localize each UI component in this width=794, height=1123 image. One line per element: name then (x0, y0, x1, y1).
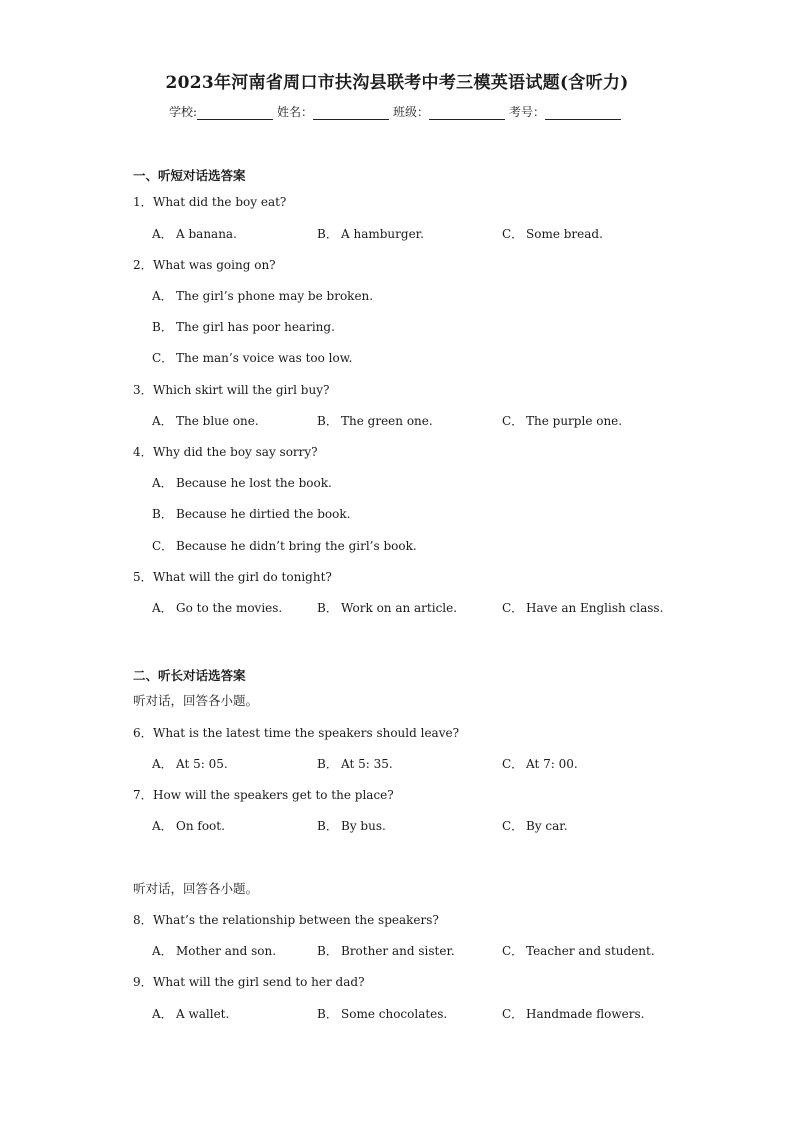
option-text: Work on an article. (341, 601, 458, 615)
school-label: 学校: (168, 105, 197, 119)
option-text: Have an English class. (526, 601, 664, 615)
option-text: On foot. (176, 819, 225, 833)
option-letter: C． (152, 351, 174, 365)
name-blank[interactable] (313, 107, 389, 120)
option-letter: B． (317, 414, 338, 428)
question-text: What is the latest time the speakers should leave? (153, 726, 460, 740)
question-number: 7． (133, 788, 153, 802)
option-letter: B． (317, 227, 338, 241)
option-9a[interactable] (152, 1005, 229, 1022)
option-text: Because he didn’t bring the girl’s book. (176, 539, 417, 553)
option-letter: B． (317, 944, 338, 958)
school-blank[interactable] (197, 107, 273, 120)
question-text: What will the girl send to her dad? (153, 975, 365, 989)
option-text: The purple one. (526, 414, 623, 428)
question-number: 2． (133, 258, 153, 272)
option-3c[interactable] (502, 412, 622, 429)
option-text: The girl has poor hearing. (176, 320, 335, 334)
option-letter: A． (152, 414, 173, 428)
option-5c[interactable] (502, 599, 663, 616)
option-5b[interactable] (317, 599, 457, 616)
question-9 (133, 973, 365, 990)
option-text: The green one. (341, 414, 433, 428)
option-4a[interactable] (152, 474, 332, 491)
question-number: 5． (133, 570, 153, 584)
question-text: What will the girl do tonight? (153, 570, 332, 584)
question-text: Why did the boy say sorry? (153, 445, 318, 459)
option-text: Because he dirtied the book. (176, 507, 351, 521)
option-text: Some bread. (526, 227, 603, 241)
option-7b[interactable] (317, 817, 386, 834)
number-label: 考号： (509, 105, 546, 119)
option-text: Go to the movies. (176, 601, 283, 615)
option-6a[interactable] (152, 755, 228, 772)
option-letter: B． (152, 320, 173, 334)
option-text: At 7: 00. (526, 757, 578, 771)
question-number: 1． (133, 195, 153, 209)
option-text: By car. (526, 819, 568, 833)
option-letter: A． (152, 757, 173, 771)
option-letter: C． (502, 757, 524, 771)
option-text: A banana. (176, 227, 237, 241)
option-text: Brother and sister. (341, 944, 455, 958)
option-9b[interactable] (317, 1005, 447, 1022)
option-8a[interactable] (152, 942, 276, 959)
option-1c[interactable] (502, 225, 603, 242)
name-label: 姓名： (277, 105, 314, 119)
question-number: 8． (133, 913, 153, 927)
question-1 (133, 193, 286, 210)
student-info-line (0, 103, 794, 120)
section-heading-2: 二、听长对话选答案 (133, 668, 246, 683)
option-letter: B． (317, 819, 338, 833)
question-text: How will the speakers get to the place? (153, 788, 394, 802)
option-letter: A． (152, 601, 173, 615)
option-letter: A． (152, 476, 173, 490)
number-blank[interactable] (545, 107, 621, 120)
question-8 (133, 911, 439, 928)
question-4 (133, 443, 318, 460)
option-letter: C． (502, 414, 524, 428)
option-text: The girl’s phone may be broken. (176, 289, 374, 303)
option-text: A hamburger. (341, 227, 424, 241)
option-2c[interactable] (152, 349, 352, 366)
question-7 (133, 786, 394, 803)
option-text: Teacher and student. (526, 944, 655, 958)
option-letter: C． (502, 601, 524, 615)
page-title: 2023年河南省周口市扶沟县联考中考三模英语试题(含听力) (165, 73, 629, 93)
option-text: The man’s voice was too low. (176, 351, 353, 365)
option-text: At 5: 05. (176, 757, 228, 771)
class-label: 班级： (393, 105, 430, 119)
option-6c[interactable] (502, 755, 578, 772)
option-1a[interactable] (152, 225, 237, 242)
question-number: 4． (133, 445, 153, 459)
option-text: Because he lost the book. (176, 476, 332, 490)
option-5a[interactable] (152, 599, 282, 616)
option-letter: A． (152, 819, 173, 833)
option-7a[interactable] (152, 817, 225, 834)
question-6 (133, 724, 459, 741)
question-text: What was going on? (153, 258, 276, 272)
instruction-1: 听对话，回答各小题。 (133, 693, 259, 708)
option-letter: A． (152, 944, 173, 958)
option-text: At 5: 35. (341, 757, 393, 771)
option-letter: B． (317, 1007, 338, 1021)
option-4c[interactable] (152, 537, 417, 554)
option-text: A wallet. (176, 1007, 230, 1021)
option-letter: A． (152, 1007, 173, 1021)
option-letter: C． (502, 819, 524, 833)
question-number: 3． (133, 383, 153, 397)
option-1b[interactable] (317, 225, 424, 242)
option-letter: C． (152, 539, 174, 553)
question-number: 6． (133, 726, 153, 740)
option-8b[interactable] (317, 942, 455, 959)
option-text: The blue one. (176, 414, 259, 428)
option-3b[interactable] (317, 412, 433, 429)
option-text: By bus. (341, 819, 386, 833)
option-letter: C． (502, 227, 524, 241)
option-text: Handmade flowers. (526, 1007, 645, 1021)
option-letter: C． (502, 944, 524, 958)
instruction-2: 听对话，回答各小题。 (133, 881, 259, 896)
question-2 (133, 256, 276, 273)
option-text: Mother and son. (176, 944, 277, 958)
option-6b[interactable] (317, 755, 393, 772)
option-9c[interactable] (502, 1005, 644, 1022)
option-4b[interactable] (152, 505, 350, 522)
option-letter: B． (317, 601, 338, 615)
option-letter: B． (152, 507, 173, 521)
class-blank[interactable] (429, 107, 505, 120)
option-letter: A． (152, 227, 173, 241)
option-letter: B． (317, 757, 338, 771)
option-letter: A． (152, 289, 173, 303)
question-text: Which skirt will the girl buy? (153, 383, 330, 397)
question-number: 9． (133, 975, 153, 989)
question-5 (133, 568, 332, 585)
question-3 (133, 381, 329, 398)
option-2b[interactable] (152, 318, 335, 335)
option-text: Some chocolates. (341, 1007, 448, 1021)
option-8c[interactable] (502, 942, 655, 959)
option-letter: C． (502, 1007, 524, 1021)
option-7c[interactable] (502, 817, 568, 834)
question-text: What’s the relationship between the speakers? (153, 913, 439, 927)
section-heading-1: 一、听短对话选答案 (133, 168, 246, 183)
option-2a[interactable] (152, 287, 373, 304)
question-text: What did the boy eat? (153, 195, 287, 209)
option-3a[interactable] (152, 412, 259, 429)
